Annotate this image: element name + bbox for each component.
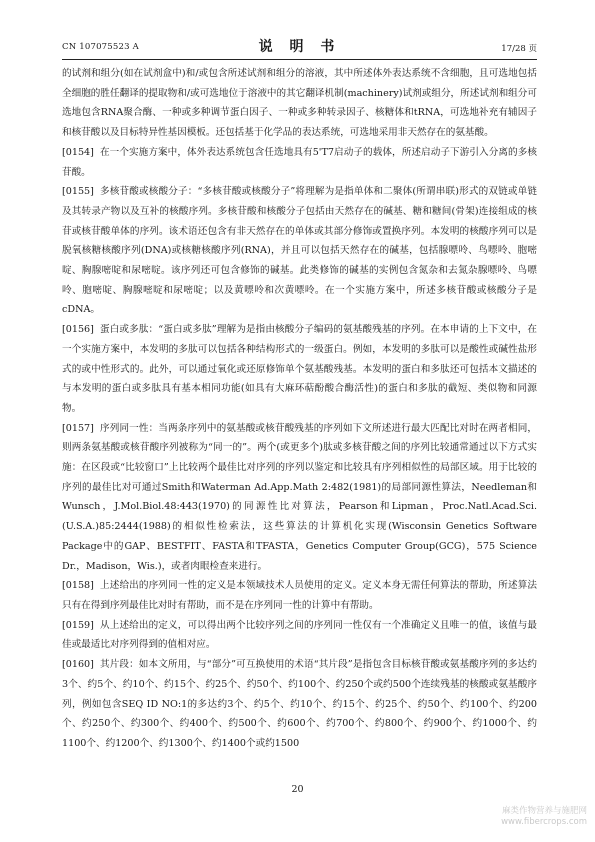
page-header [62, 34, 537, 58]
document-body [62, 64, 537, 754]
patent-number: CN 107075523 A [62, 42, 139, 52]
paragraph-number: [0160] [62, 659, 94, 671]
page-number: 20 [291, 784, 304, 795]
paragraph-0156 [62, 320, 537, 419]
intro-paragraph: 的试剂和组分(如在试剂盒中)和/或包含所述试剂和组分的溶液，其中所述体外表达系统不含细胞，且可选地包括全细胞的胜任翻译的提取物和/或可选地位于溶液中的其它翻译机制(machinery)试剂或组分，所述试剂和组分可选地包含RNA聚合酶、一种或多种调节蛋白因子、一种或多种转录因子、核糖体和tRNA，可选地补充有辅因子和核苷酸以及目标特异性基因模板。还包括基于化学品的表达系统，可选地采用非天然存在的氨基酸。 [62, 68, 537, 139]
paragraph-text: 蛋白或多肽：“蛋白或多肽”理解为是指由核酸分子编码的氨基酸残基的序列。在本申请的上下文中，在一个实施方案中，本发明的多肽可以包括各种结构形式的一级蛋白。例如，本发明的多肽可以是酸性或碱性盐形式的或中性形式的。此外，可以通过氧化或还原修饰单个氨基酸残基。本发明的蛋白和多肽还可包括本文描述的与本发明的蛋白或多肽具有基本相同功能(如具有大麻环萜酚酸合酶活性)的蛋白和多肽的截短、类似物和同源物。 [62, 324, 537, 414]
paragraph-text: 序列同一性：当两条序列中的氨基酸或核苷酸残基的序列如下文所述进行最大匹配比对时在两者相同，则两条氨基酸或核苷酸序列被称为“同一的”。两个(或更多个)肽或多核苷酸之间的序列比较通常通过以下方式实施：在区段或“比较窗口”上比较两个最佳比对序列的序列以鉴定和比较具有序列相似性的局部区域。用于比较的序列的最佳比对可通过Smith和Waterman Ad.App.Math 2:482(1981)的局部同源性算法，Needleman和Wunsch，J.Mol.Biol.48:443(1970)的同源性比对算法，Pearson和Lipman，Proc.Natl.Acad.Sci.(U.S.A.)85:2444(1988)的相似性检索法，这些算法的计算机化实现(Wisconsin Genetics Software Package中的GAP、BESTFIT、FASTA和TFASTA，Genetics Computer Group(GCG)，575 Science Dr.，Madison，Wis.)，或者肉眼检查来进行。 [62, 422, 537, 572]
paragraph-number: [0158] [62, 580, 94, 592]
paragraph-number: [0159] [62, 619, 94, 631]
paragraph-number: [0154] [62, 146, 94, 158]
paragraph-number: [0155] [62, 186, 94, 198]
page-info: 17/28 页 [501, 44, 537, 54]
section-title: 说 明 书 [258, 39, 341, 55]
paragraph-text: 上述给出的序列同一性的定义是本领域技术人员使用的定义。定义本身无需任何算法的帮助，所述算法只有在得到序列最佳比对时有帮助，而不是在序列同一性的计算中有帮助。 [62, 580, 537, 611]
paragraph-number: [0156] [62, 324, 94, 336]
paragraph-0159 [62, 616, 537, 655]
paragraph-number: [0157] [62, 422, 94, 434]
paragraph-0160 [62, 655, 537, 754]
paragraph-0155 [62, 182, 537, 320]
paragraph-text: 从上述给出的定义，可以得出两个比较序列之间的序列同一性仅有一个准确定义且唯一的值，该值与最佳或最适比对序列得到的值相对应。 [62, 619, 537, 651]
paragraph-0157 [62, 419, 537, 577]
paragraph-0154 [62, 143, 537, 182]
paragraph-0158 [62, 576, 537, 615]
paragraph-text: 在一个实施方案中，体外表达系统包含任选地具有5'T7启动子的载体，所述启动子下游引入分离的多核苷酸。 [62, 146, 537, 178]
header-divider [62, 59, 537, 60]
paragraph-text: 多核苷酸或核酸分子：“多核苷酸或核酸分子”将理解为是指单体和二聚体(所谓串联)形式的双链或单链及其转录产物以及互补的核酸序列。多核苷酸和核酸分子包括由天然存在的碱基、糖和糖间(骨架)连接组成的核苷或核苷酸单体的序列。该术语还包含有非天然存在的单体或其部分修饰或置换序列。本发明的核酸序列可以是脱氧核糖核酸序列(DNA)或核糖核酸序列(RNA)，并且可以包括天然存在的碱基，包括腺嘌呤、鸟嘌呤、胞嘧啶、胸腺嘧啶和尿嘧啶。该序列还可包含修饰的碱基。此类修饰的碱基的实例包含氮杂和去氮杂腺嘌呤、鸟嘌呤、胞嘧啶、胸腺嘧啶和尿嘧啶；以及黄嘌呤和次黄嘌呤。在一个实施方案中，所述多核苷酸或核酸分子是cDNA。 [62, 186, 537, 316]
paragraph-text: 其片段：如本文所用，与“部分”可互换使用的术语“其片段”是指包含目标核苷酸或氨基酸序列的多达约3个、约5个、约10个、约15个、约25个、约50个、约100个、约250个或约500个连续残基的核酸或氨基酸序列，例如包含SEQ ID NO:1的多达约3个、约5个、约10个、约15个、约25个、约50个、约100个、约200个、约250个、约300个、约400个、约500个、约600个、约700个、约800个、约900个、约1000个、约1100个、约1200个、约1300个、约1400个或约1500 [62, 659, 537, 749]
watermark-line: 麻类作物营养与施肥网 [501, 806, 587, 816]
watermark [501, 806, 587, 828]
watermark-url: www.fibercrops.com [501, 817, 587, 827]
